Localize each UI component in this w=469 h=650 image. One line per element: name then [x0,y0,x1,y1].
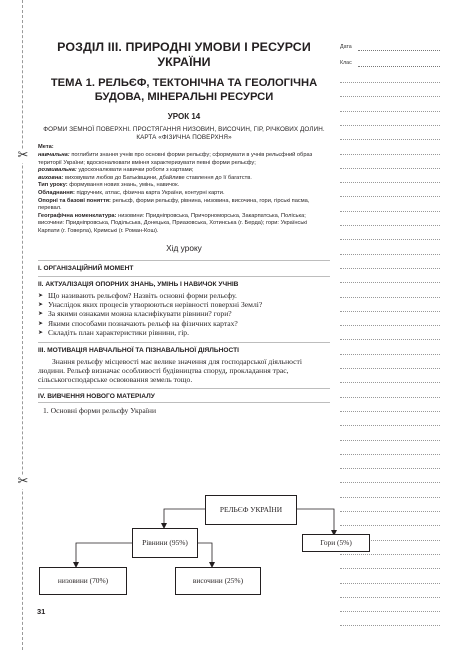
terms-label: Опорні та базові поняття: [38,197,111,204]
nomen-label: Географічна номенклатура: [38,212,117,219]
list-item: ➤ Якими способами позначають рельєф на фізичних картах? [38,319,330,328]
date-label: Дата [340,44,352,50]
section-organizational: І. ОРГАНІЗАЦІЙНИЙ МОМЕНТ [38,264,134,272]
motivation-text: Знання рельєфу місцевості має велике значення для господарської діяльності людини. Рельєф визначає особливості будівництва споруд, прокладання трас, сільськогосподарське освоювання земель тощо. [38,356,302,384]
dev-text: удосконалювати навички роботи з картами; [78,167,194,174]
edu-text: поглибити знання учнів про основні форми рельєфу; сформувати в учнів рельєфний образ території України; вдосконалювати вміння характеризувати певні форми рельєфу; [38,152,313,166]
scissors-icon: ✂ [12,149,34,163]
connector-line [76,543,132,565]
list-item: ➤ Складіть план характеристики рівнини, гір. [38,328,330,337]
diagram-box-plains: Рівнини (95%) [132,528,198,558]
diagram-box-relief: РЕЛЬЄФ УКРАЇНИ [205,495,297,525]
connector-line [295,509,334,533]
point-1-heading: 1. Основні форми рельєфу України [43,406,157,416]
page-number: 31 [37,607,46,616]
topic-title: ТЕМА 1. РЕЛЬЄФ, ТЕКТОНІЧНА ТА ГЕОЛОГІЧНА БУДОВА, МІНЕРАЛЬНІ РЕСУРСИ [50,77,318,103]
list-item: ➤ Унаслідок яких процесів утворюються нерівності поверхні Землі? [38,300,330,309]
lesson-flow-heading: Хід уроку [166,242,202,253]
lesson-subtitle: ФОРМИ ЗЕМНОЇ ПОВЕРХНІ. ПРОСТЯГАННЯ НИЗОВИН, ВИСОЧИН, ГІР, РІЧКОВИХ ДОЛИН. КАРТА «ФІЗИЧНА ПОВЕРХНЯ» [43,126,325,142]
list-item: ➤ За якими ознаками можна класифікувати рівнини? гори? [38,309,330,318]
goal-label: Мета: [38,144,54,151]
equip-text: підручник, атлас, фізична карта України, контурні карти. [76,189,225,196]
list-item: ➤ Що називають рельєфом? Назвіть основні форми рельєфу. [38,291,330,300]
type-label: Тип уроку: [38,182,68,189]
diagram-box-mountains: Гори (5%) [302,534,370,552]
section-actualization: ІІ. АКТУАЛІЗАЦІЯ ОПОРНИХ ЗНАНЬ, УМІНЬ І НАВИЧОК УЧНІВ [38,280,239,288]
terms-text: рельєф, форми рельєфу, рівнина, низовина, височина, гори, гірські пасма, перевал. [38,197,310,212]
section-new-material: ІV. ВИВЧЕННЯ НОВОГО МАТЕРІАЛУ [38,393,155,401]
connector-line [164,509,205,527]
upb-text: виховувати любов до Батьківщини, дбайливе ставлення до її багатств. [64,174,252,181]
nomen-text: низовини: Придніпровська, Причорноморська, Закарпатська, Поліська; височини: Придніпровська, Подільська, Донецька, Приазовська, Хотинська (г. Берда); гори: Українські Карпати (г. Говерла), Кримські (г. Роман-Кош). [38,212,308,234]
lesson-title: УРОК 14 [167,112,201,121]
diagram-box-uplands: височини (25%) [175,567,261,595]
equip-label: Обладнання: [38,189,75,196]
edu-label: навчальна: [38,152,70,158]
type-text: формування нових знань, умінь, навичок. [69,182,180,189]
diagram-box-lowlands: низовини (70%) [39,567,127,595]
chapter-title: РОЗДІЛ ІІІ. ПРИРОДНІ УМОВИ І РЕСУРСИ УКРАЇНИ [57,40,311,69]
section-motivation: ІІІ. МОТИВАЦІЯ НАВЧАЛЬНОЇ ТА ПІЗНАВАЛЬНОЇ ДІЯЛЬНОСТІ [38,346,239,354]
connector-line [196,543,212,565]
dev-label: розвивальна: [38,167,77,174]
upb-label: виховна: [38,174,64,181]
class-label: Клас [340,60,352,66]
scissors-icon: ✂ [12,475,34,489]
